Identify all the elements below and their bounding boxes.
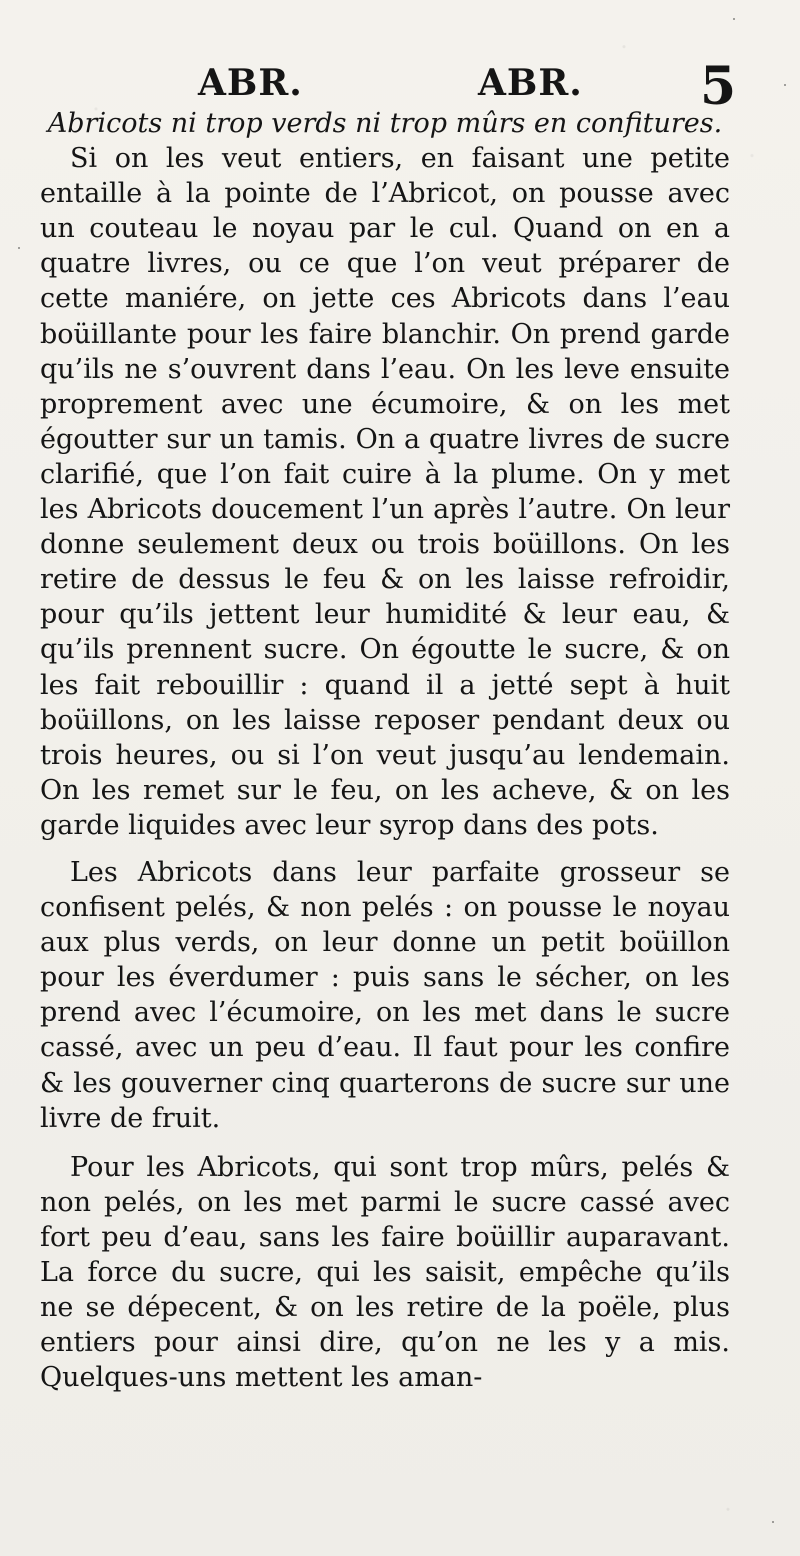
ink-speck: [784, 84, 786, 86]
paragraph-2: Les Abricots dans leur parfaite grosseur se confisent pelés, & non pelés : on pousse le noyau aux plus verds, on leur donne un petit boüillon pour les éverdumer : puis sans le sécher, on les prend avec l’écumoire, on les met dans le sucre cassé, avec un peu d’eau. Il faut pour les confire & les gouverner cinq quarterons de sucre sur une livre de fruit.: [40, 856, 730, 1134]
section-title: Abricots ni trop verds ni trop mûrs en confitures.: [47, 108, 723, 139]
page-number: 5: [700, 56, 738, 117]
running-header: [0, 56, 800, 117]
header-right: ABR.: [478, 62, 583, 104]
paragraph-1: Si on les veut entiers, en faisant une petite entaille à la pointe de l’Abricot, on pousse avec un couteau le noyau par le cul. Quand on en a quatre livres, ou ce que l’on veut préparer de cette maniére, on jette ces Abricots dans l’eau boüillante pour les faire blanchir. On prend garde qu’ils ne s’ouvrent dans l’eau. On les leve ensuite proprement avec une écumoire, & on les met égoutter sur un tamis. On a quatre livres de sucre clarifié, que l’on fait cuire à la plume. On y met les Abricots doucement l’un après l’autre. On leur donne seulement deux ou trois boüillons. On les retire de dessus le feu & on les laisse refroidir, pour qu’ils jettent leur humidité & leur eau, & qu’ils prennent sucre. On égoutte le sucre, & on les fait rebouillir : quand il a jetté sept à huit boüillons, on les laisse reposer pendant deux ou trois heures, ou si l’on veut jusqu’au lendemain. On les remet sur le feu, on les acheve, & on les garde liquides avec leur syrop dans des pots.: [40, 143, 730, 841]
ink-speck: [772, 1521, 774, 1523]
header-left: ABR.: [198, 62, 303, 104]
paragraph-3: Pour les Abricots, qui sont trop mûrs, pelés & non pelés, on les met parmi le sucre cassé avec fort peu d’eau, sans les faire boüillir auparavant. La force du sucre, qui les saisit, empêche qu’ils ne se dépecent, & on les retire de la poële, plus entiers pour ainsi dire, qu’on ne les y a mis. Quelques-uns mettent les aman-: [40, 1151, 730, 1394]
ink-speck: [18, 247, 20, 249]
page-text: [40, 106, 730, 1395]
ink-speck: [733, 18, 735, 20]
